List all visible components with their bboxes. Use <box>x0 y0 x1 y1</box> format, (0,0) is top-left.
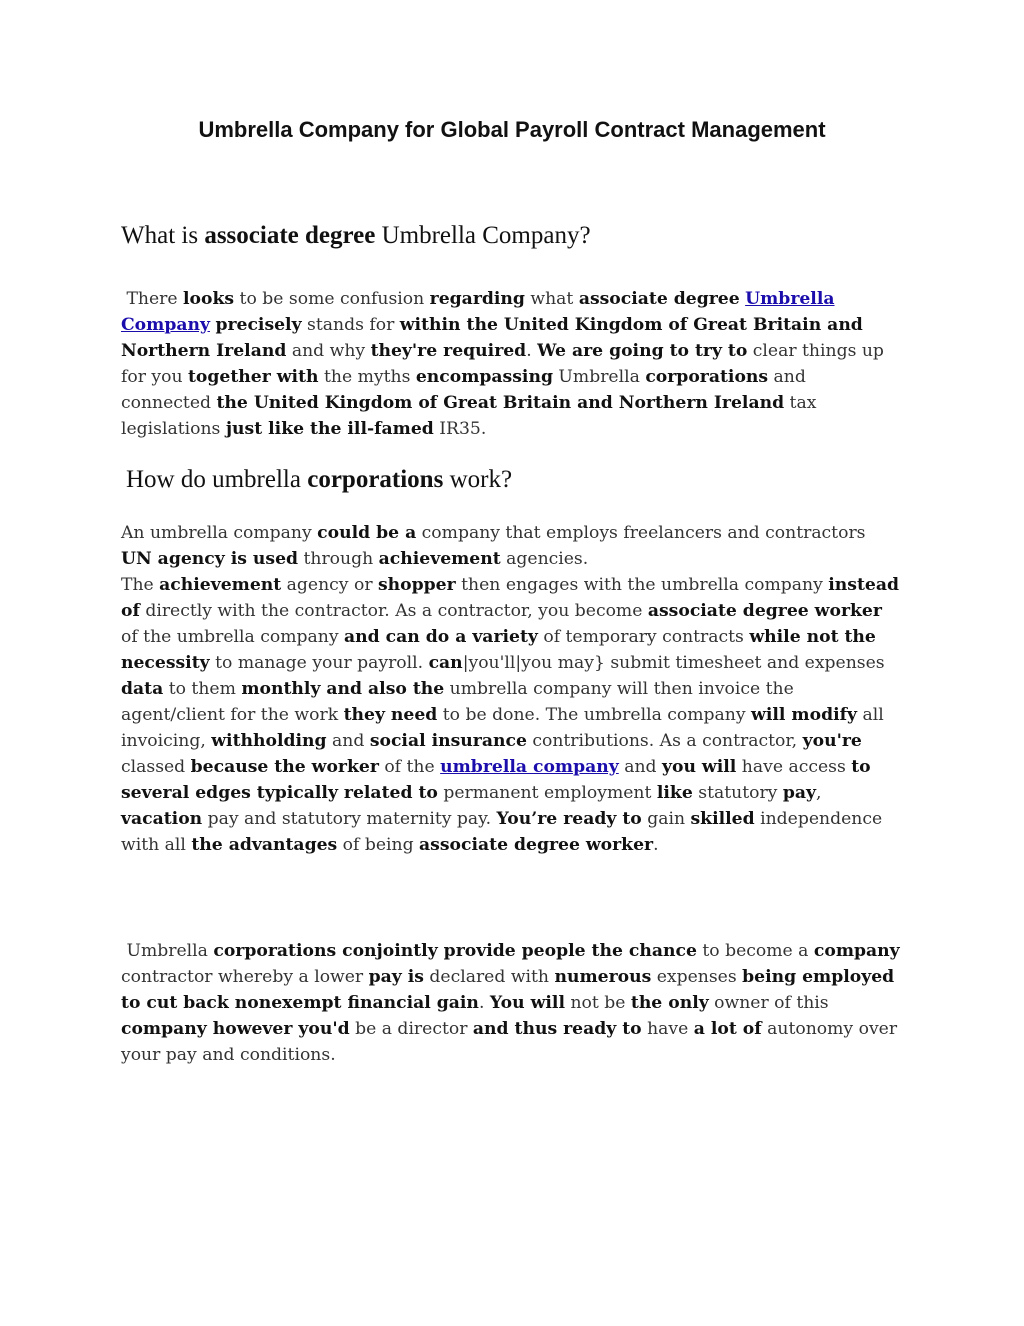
bold-text-run: We are going to try to <box>537 341 748 361</box>
paragraph-intro <box>121 286 901 442</box>
text-run: . <box>478 993 490 1013</box>
bold-text-run: corporations <box>645 367 769 387</box>
text-run: the myths <box>318 367 416 387</box>
bold-text-run: a lot of <box>693 1019 762 1039</box>
text-run: and why <box>286 341 371 361</box>
text-run: to become a <box>696 941 814 961</box>
heading-bold-text: corporations <box>307 466 444 493</box>
heading-text: How do umbrella <box>126 466 308 493</box>
text-run: directly with the contractor. As a contractor, you become <box>139 601 648 621</box>
text-run: what <box>524 289 579 309</box>
bold-text-run: to several edges typically related to <box>121 757 877 803</box>
text-run: to be some confusion <box>234 289 430 309</box>
text-run: pay and statutory maternity pay. <box>202 809 497 829</box>
text-run: An umbrella company <box>121 523 318 543</box>
text-run: , <box>816 783 827 803</box>
heading-text: work? <box>443 466 513 493</box>
text-run: owner of this <box>708 993 835 1013</box>
text-run: have access <box>736 757 852 777</box>
bold-text-run: vacation <box>121 809 203 829</box>
bold-text-run: just like the ill-famed <box>225 419 434 439</box>
text-run: agencies. The <box>121 549 589 595</box>
text-run: independence with all <box>121 809 888 855</box>
bold-text-run: monthly and also the <box>241 679 445 699</box>
bold-text-run: the United Kingdom of Great Britain and Northern Ireland <box>216 393 785 413</box>
bold-text-run: You’re ready to <box>496 809 642 829</box>
bold-text-run: social insurance <box>369 731 527 751</box>
bold-text-run: they need <box>343 705 438 725</box>
bold-text-run: encompassing <box>415 367 553 387</box>
umbrella-company-link[interactable]: Umbrella Company <box>121 289 835 335</box>
text-run: have <box>641 1019 694 1039</box>
bold-text-run: you're <box>802 731 862 751</box>
bold-text-run: associate degree worker <box>647 601 882 621</box>
text-run: of temporary contracts <box>537 627 750 647</box>
text-run: Umbrella <box>121 941 214 961</box>
paragraph-benefits <box>121 938 906 1068</box>
bold-text-run: looks <box>183 289 235 309</box>
text-run: There <box>121 289 184 309</box>
bold-text-run: within the United Kingdom of Great Britain and Northern Ireland <box>121 315 869 361</box>
text-run: to be done. The umbrella company <box>437 705 752 725</box>
paragraph-how-it-works <box>121 520 905 858</box>
text-run: Umbrella <box>552 367 646 387</box>
bold-text-run: being employed to cut back nonexempt financial gain <box>121 967 901 1013</box>
bold-text-run: skilled <box>690 809 755 829</box>
bold-text-run: shopper <box>378 575 456 595</box>
heading-text: What is <box>121 222 205 249</box>
text-run: be a director <box>349 1019 473 1039</box>
text-run: declared with <box>423 967 555 987</box>
text-run: stands for <box>301 315 400 335</box>
bold-text-run: and thus ready to <box>472 1019 642 1039</box>
text-run: and <box>618 757 662 777</box>
text-run: agency or <box>281 575 378 595</box>
bold-text-run: associate degree <box>578 289 740 309</box>
bold-text-run: achievement <box>378 549 501 569</box>
text-run: . <box>653 835 659 855</box>
document-title: Umbrella Company for Global Payroll Contract Management <box>198 117 826 142</box>
text-run: statutory <box>692 783 783 803</box>
text-run: classed <box>121 731 868 777</box>
bold-text-run: company however you'd <box>121 1019 350 1039</box>
text-run: not be <box>564 993 631 1013</box>
section-heading-how-work <box>126 466 512 494</box>
bold-text-run: achievement <box>159 575 282 595</box>
text-run: to manage your payroll. <box>209 653 429 673</box>
text-run: of the <box>378 757 441 777</box>
text-run: contributions. As a contractor, <box>526 731 803 751</box>
bold-text-run: company <box>813 941 900 961</box>
bold-text-run: UN agency is used <box>121 549 299 569</box>
bold-text-run: precisely <box>215 315 302 335</box>
bold-text-run: while not the necessity <box>121 627 882 673</box>
umbrella-company-link[interactable]: umbrella company <box>440 757 619 777</box>
text-run: permanent employment <box>437 783 657 803</box>
bold-text-run: regarding <box>429 289 525 309</box>
text-run: . <box>526 341 538 361</box>
bold-text-run: you will <box>662 757 737 777</box>
bold-text-run: data <box>121 679 164 699</box>
bold-text-run: You will <box>489 993 565 1013</box>
bold-text-run: pay is <box>368 967 424 987</box>
text-run: clear things up for you <box>121 341 890 387</box>
heading-text: Umbrella Company? <box>375 222 591 249</box>
bold-text-run: can <box>428 653 463 673</box>
section-heading-what-is <box>121 222 591 250</box>
bold-text-run: like <box>656 783 693 803</box>
text-run: IR35. <box>433 419 487 439</box>
bold-text-run: numerous <box>554 967 652 987</box>
text-run: and connected <box>121 367 812 413</box>
text-run: expenses <box>651 967 743 987</box>
bold-text-run: the advantages <box>191 835 338 855</box>
text-run: umbrella company will then invoice the agent/client for the work <box>121 679 800 725</box>
bold-text-run: withholding <box>211 731 327 751</box>
bold-text-run: corporations conjointly provide people the chance <box>213 941 697 961</box>
text-run: |you'll|you may} submit timesheet and expenses <box>462 653 891 673</box>
text-run: of the umbrella company <box>121 601 888 647</box>
text-run: then engages with the umbrella company <box>455 575 829 595</box>
bold-text-run: instead of <box>121 575 905 621</box>
text-run: through <box>298 549 379 569</box>
text-run: and <box>326 731 370 751</box>
bold-text-run: will modify <box>751 705 857 725</box>
bold-text-run: pay <box>782 783 816 803</box>
text-run: all invoicing, <box>121 705 890 751</box>
text-run: tax legislations <box>121 393 822 439</box>
bold-text-run: could be a <box>317 523 417 543</box>
text-run: company that employs freelancers and contractors <box>416 523 871 543</box>
text-run: to them <box>163 679 242 699</box>
text-run: contractor whereby a lower <box>121 941 906 987</box>
text-run: of being <box>337 835 420 855</box>
bold-text-run: because the worker <box>190 757 379 777</box>
text-run: gain <box>641 809 691 829</box>
bold-text-run: together with <box>187 367 319 387</box>
text-run: autonomy over your pay and conditions. <box>121 1019 903 1065</box>
bold-text-run: and can do a variety <box>344 627 538 647</box>
heading-bold-text: associate degree <box>204 222 376 249</box>
bold-text-run: the only <box>630 993 709 1013</box>
bold-text-run: associate degree worker <box>419 835 654 855</box>
bold-text-run: they're required <box>370 341 527 361</box>
